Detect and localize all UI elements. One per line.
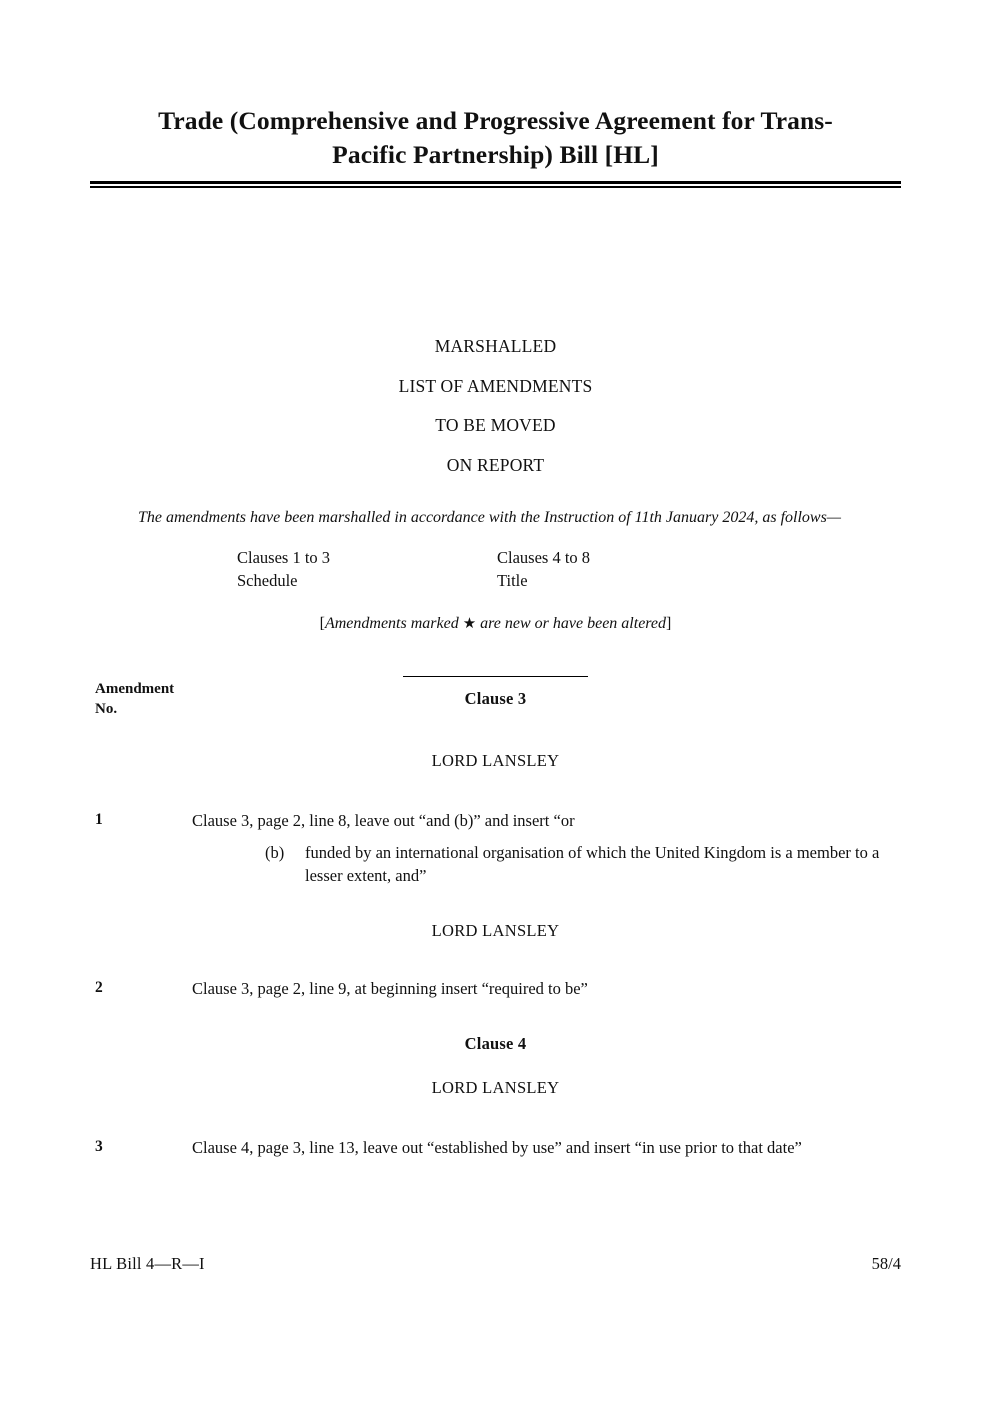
amendment-number: 2: [95, 979, 103, 997]
amendment-entry: [90, 977, 901, 1000]
title-divider: [90, 181, 901, 188]
clause-section-rule: [403, 676, 588, 678]
marshalling-column-right: [497, 546, 590, 593]
heading-marshalled: MARSHALLED: [434, 336, 557, 357]
clause-heading: Clause 3: [464, 689, 527, 709]
starred-amendments-note: [90, 614, 901, 633]
amendment-number: 1: [95, 811, 103, 829]
page-footer: [90, 1254, 901, 1274]
marshalling-item: Clauses 1 to 3: [237, 547, 331, 567]
heading-list-of-amendments: LIST OF AMENDMENTS: [398, 375, 593, 396]
clause-heading: Clause 4: [464, 1033, 527, 1053]
amendment-text: Clause 3, page 2, line 8, leave out “and (b)” and insert “or: [192, 811, 575, 831]
title-block: [90, 0, 901, 188]
amendment-number: 3: [95, 1137, 103, 1155]
note-open-bracket: [: [319, 614, 325, 632]
clause-section-3: [90, 676, 901, 1001]
amendment-text: Clause 3, page 2, line 9, at beginning insert “required to be”: [192, 979, 588, 999]
amendment-entry: [90, 1136, 901, 1159]
heading-stack: [90, 338, 901, 474]
heading-on-report: ON REPORT: [446, 454, 545, 475]
marshalling-item: Schedule: [237, 570, 298, 590]
instruction-paragraph: The amendments have been marshalled in accordance with the Instruction of 11th January 2024, as follows—: [138, 509, 842, 527]
sub-paragraph-text: funded by an international organisation of which the United Kingdom is a member to a lesser extent, and”: [305, 842, 880, 885]
footer-bill-reference: HL Bill 4—R—I: [90, 1254, 205, 1273]
heading-to-be-moved: TO BE MOVED: [435, 415, 556, 436]
sponsor-name: LORD LANSLEY: [431, 921, 560, 941]
sub-paragraph-label: (b): [265, 842, 285, 862]
amendment-sub-paragraph: [265, 841, 891, 888]
divider-rule-thin: [90, 186, 901, 188]
note-text-before-star: Amendments marked: [324, 614, 463, 632]
amendment-no-label-line1: Amendment: [95, 681, 175, 697]
marshalling-columns: [90, 546, 901, 592]
amendment-no-label-line2: No.: [95, 700, 118, 717]
star-icon: ★: [462, 615, 477, 632]
amendment-entry: [90, 809, 901, 887]
marshalling-item: Clauses 4 to 8: [497, 547, 591, 567]
marshalling-column-left: [237, 546, 330, 593]
clause-section-4: [90, 1034, 901, 1159]
note-text-after-star: are new or have been altered: [476, 614, 667, 632]
note-close-bracket: ]: [666, 614, 672, 632]
footer-page-number: 58/4: [871, 1254, 901, 1273]
marshalling-item: Title: [497, 570, 528, 590]
amendment-text: Clause 4, page 3, line 13, leave out “established by use” and insert “in use prior to that date”: [192, 1137, 802, 1157]
sponsor-name: LORD LANSLEY: [431, 751, 560, 771]
sponsor-name: LORD LANSLEY: [431, 1077, 560, 1097]
page-title: Trade (Comprehensive and Progressive Agreement for Trans-Pacific Partnership) Bill [HL]: [158, 106, 833, 169]
